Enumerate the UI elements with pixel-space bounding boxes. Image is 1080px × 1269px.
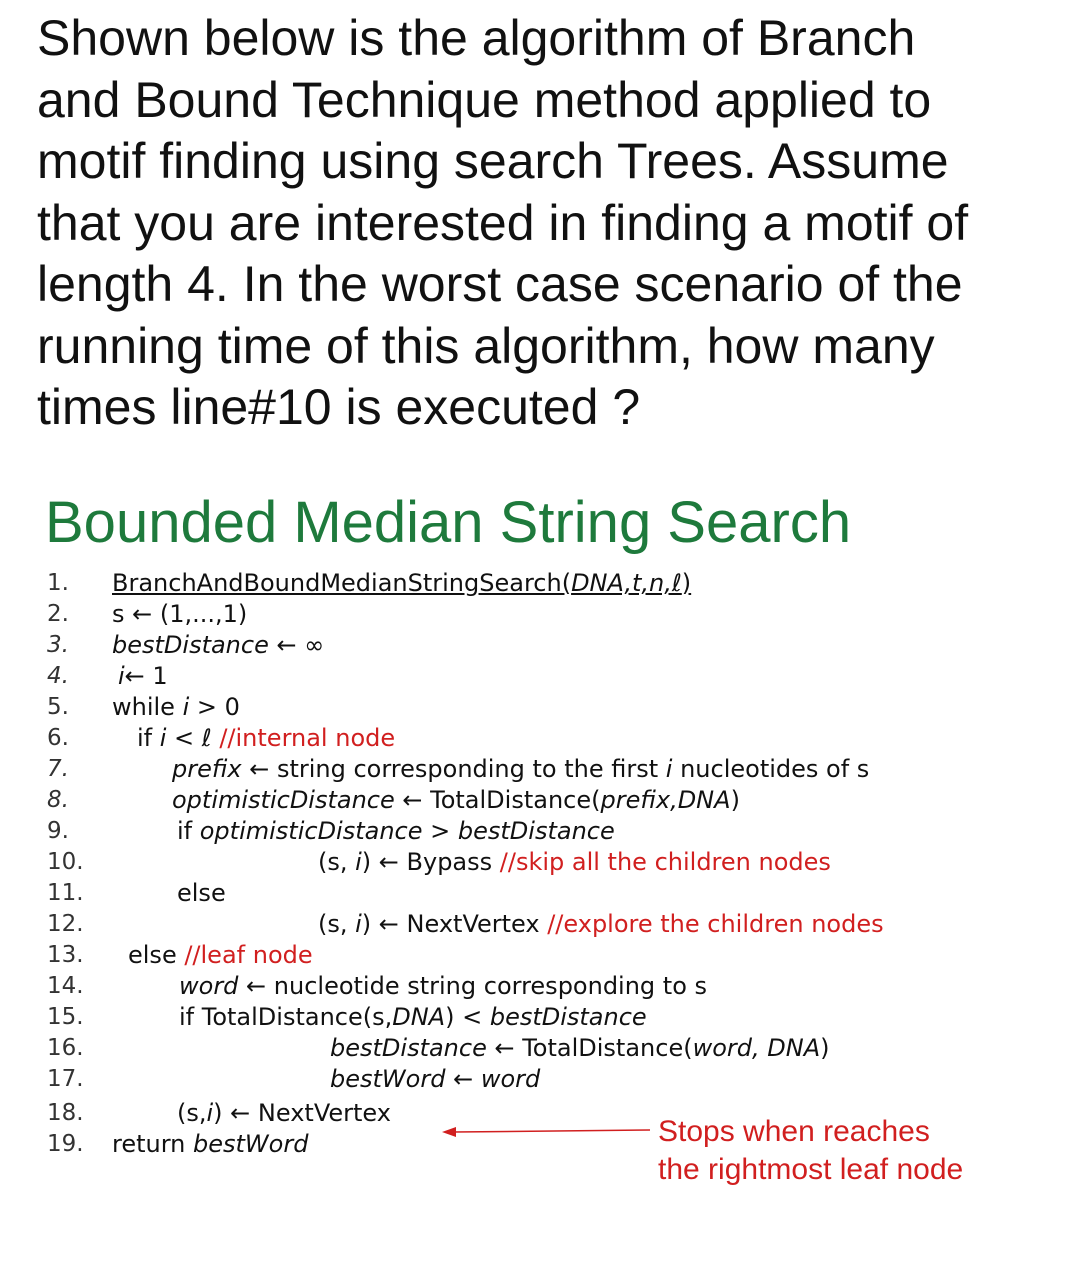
expression: ← [445, 1065, 481, 1093]
line-number: 10. [47, 849, 84, 875]
question-line: that you are interested in finding a motif of [37, 194, 969, 251]
function-args: DNA,t,n,ℓ [571, 569, 682, 597]
line-number: 18. [47, 1100, 84, 1126]
line-number: 5. [47, 694, 69, 720]
code-text [128, 940, 313, 971]
variable: bestWord [193, 1130, 309, 1158]
line-number: 14. [47, 973, 84, 999]
variable: i [206, 1099, 214, 1127]
variable: prefix [172, 755, 242, 783]
expression: ← ∞ [268, 631, 325, 659]
annotation-line: Stops when reaches [658, 1115, 930, 1148]
line-number: 17. [47, 1066, 84, 1092]
expression: ← 1 [124, 662, 168, 690]
question-line: motif finding using search Trees. Assume [37, 133, 949, 189]
line-number: 6. [47, 725, 69, 751]
expression: (s, [318, 910, 356, 938]
code-text [137, 723, 395, 754]
code-text [112, 630, 324, 661]
expression: nucleotides of s [672, 755, 870, 783]
variable: i [182, 693, 190, 721]
code-text: else [177, 879, 226, 907]
annotation-line: the rightmost leaf node [658, 1153, 964, 1186]
line-number: 8. [47, 787, 69, 813]
expression: ) ← NextVertex [213, 1099, 391, 1127]
variable: i [355, 910, 362, 938]
line-number: 16. [47, 1035, 84, 1061]
slide-title: Bounded Median String Search [45, 490, 852, 555]
code-text [330, 1033, 830, 1064]
code-text: s ← (1,...,1) [112, 600, 248, 628]
code-text [172, 785, 740, 816]
question-text [37, 8, 1057, 439]
function-close: ) [730, 786, 740, 814]
variable: i [118, 662, 125, 690]
code-comment: //internal node [219, 724, 396, 752]
expression: ← TotalDistance( [486, 1034, 693, 1062]
keyword: return [112, 1130, 194, 1158]
expression: > [422, 817, 458, 845]
code-comment: //explore the children nodes [547, 910, 884, 938]
line-number: 11. [47, 880, 84, 906]
variable: word [179, 972, 239, 1000]
expression: ) ← NextVertex [361, 910, 548, 938]
line-number: 12. [47, 911, 84, 937]
code-text [177, 816, 615, 847]
expression: < ℓ [166, 724, 220, 752]
variable: i [159, 724, 167, 752]
code-text [318, 847, 831, 878]
keyword: while [112, 693, 183, 721]
line-number: 15. [47, 1004, 84, 1030]
code-comment: //leaf node [184, 941, 313, 969]
line-number: 13. [47, 942, 84, 968]
variable: bestWord [330, 1065, 446, 1093]
question-line: Shown below is the algorithm of Branch [37, 10, 916, 66]
function-name: BranchAndBoundMedianStringSearch( [112, 569, 572, 597]
line-number: 3. [47, 632, 69, 658]
expression: > 0 [189, 693, 240, 721]
code-text [112, 568, 691, 599]
line-number: 19. [47, 1131, 84, 1157]
variable: i [665, 755, 673, 783]
code-text [172, 754, 869, 785]
code-text [179, 971, 707, 1002]
keyword: if [137, 724, 160, 752]
question-line: and Bound Technique method applied to [37, 71, 932, 128]
expression: ← nucleotide string corresponding to s [238, 972, 708, 1000]
line-number: 2. [47, 601, 69, 627]
code-text [330, 1064, 540, 1095]
expression: (s, [177, 1099, 207, 1127]
code-text [318, 909, 884, 940]
line-number: 9. [47, 818, 69, 844]
variable: bestDistance [112, 631, 269, 659]
question-line: times line#10 is executed ? [37, 379, 641, 435]
function-args: prefix,DNA [600, 786, 731, 814]
line-number: 1. [47, 570, 69, 596]
function-close: ) [681, 569, 692, 597]
expression: (s, [318, 848, 356, 876]
expression: if TotalDistance(s, [179, 1003, 393, 1031]
code-text [177, 1098, 391, 1129]
variable: word [480, 1065, 541, 1093]
function-args: word, DNA [692, 1034, 821, 1062]
annotation-note [658, 1113, 963, 1189]
variable: bestDistance [330, 1034, 487, 1062]
variable: bestDistance [489, 1003, 647, 1031]
code-text [179, 1002, 647, 1033]
code-text [112, 1129, 308, 1160]
arrow-left-icon [440, 1122, 660, 1142]
question-line: length 4. In the worst case scenario of the [37, 256, 963, 312]
code-text [118, 661, 168, 692]
expression: ← TotalDistance( [394, 786, 601, 814]
keyword: else [128, 941, 185, 969]
variable: i [355, 848, 362, 876]
code-comment: //skip all the children nodes [499, 848, 831, 876]
variable: bestDistance [457, 817, 615, 845]
question-line: running time of this algorithm, how many [37, 317, 935, 374]
expression: ) < [445, 1003, 490, 1031]
keyword: if [177, 817, 200, 845]
code-text [112, 692, 240, 723]
variable: optimisticDistance [199, 817, 423, 845]
function-close: ) [820, 1034, 830, 1062]
line-number: 7. [47, 756, 69, 782]
line-number: 4. [47, 663, 69, 689]
expression: ← string corresponding to the first [241, 755, 666, 783]
expression: ) ← Bypass [361, 848, 500, 876]
function-args: DNA [392, 1003, 446, 1031]
variable: optimisticDistance [172, 786, 395, 814]
